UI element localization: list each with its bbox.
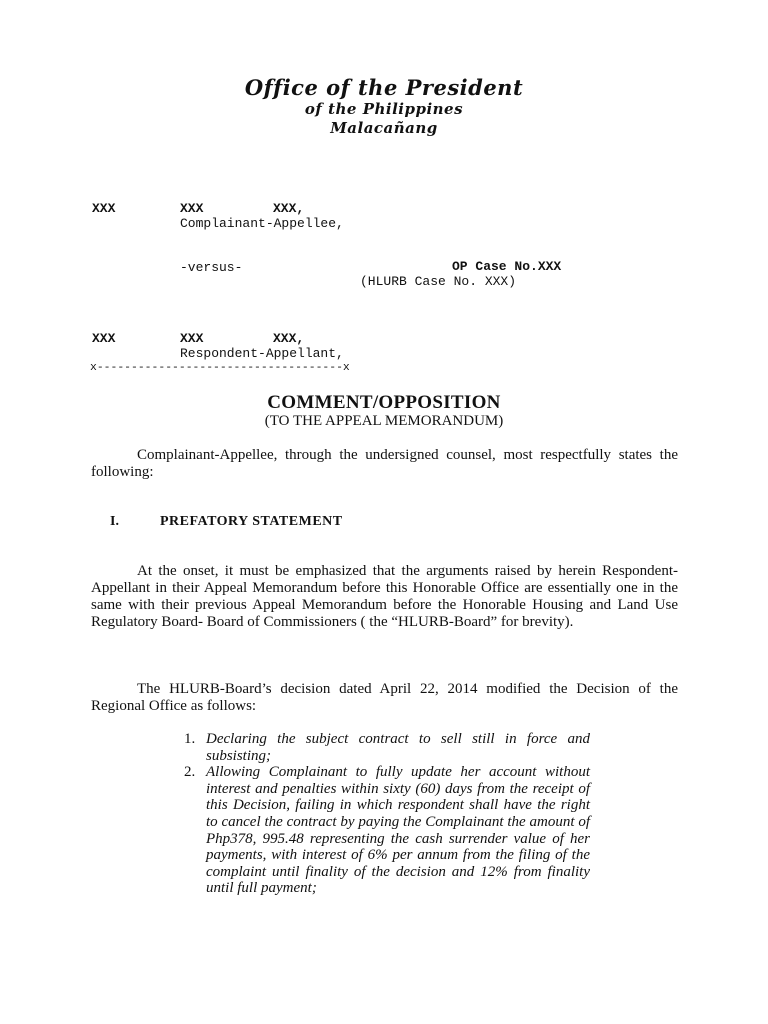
complainant-name-3: XXX, — [273, 201, 305, 216]
list-item — [184, 764, 590, 897]
op-case-number — [452, 259, 561, 274]
document-subtitle: (TO THE APPEAL MEMORANDUM) — [264, 413, 504, 429]
complainant-name-1: XXX — [92, 201, 116, 216]
respondent-name-1: XXX — [92, 331, 116, 346]
list-item — [184, 731, 590, 764]
respondent-name-3: XXX, — [273, 331, 305, 346]
respondent-role: Respondent-Appellant, — [180, 346, 344, 361]
versus-label: -versus- — [180, 260, 243, 275]
respondent-name-2: XXX — [180, 331, 204, 346]
list-item-number: 2. — [184, 764, 196, 781]
list-item-number: 1. — [184, 731, 196, 747]
document-title: COMMENT/OPPOSITION — [267, 392, 501, 413]
intro-paragraph: Complainant-Appellee, through the undersigned counsel, most respectfully states the following: — [91, 447, 678, 480]
op-case-label: OP Case No. — [452, 259, 538, 274]
caption-divider: x------------------------------------x — [90, 362, 350, 374]
list-item-text: Allowing Complainant to fully update her account without interest and penalties within sixty (60) days from the receipt of this Decision, failing in which respondent shall have the right to cancel the contract by paying the Complainant the amount of Php378, 995.48 representing the cash surrender value of her payments, with interest of 6% per annum from the filing of the complaint until finality of the decision and 12% from finality until full payment; — [206, 764, 590, 897]
office-title: Office of the President — [244, 75, 524, 100]
office-location: Malacañang — [330, 119, 438, 137]
section-number: I. — [110, 514, 119, 529]
op-case-value: XXX — [537, 259, 562, 274]
decision-paragraph: The HLURB-Board’s decision dated April 22, 2014 modified the Decision of the Regional Office as follows: — [91, 681, 678, 714]
complainant-name-2: XXX — [180, 201, 204, 216]
prefatory-paragraph: At the onset, it must be emphasized that the arguments raised by herein Respondent-Appellant in their Appeal Memorandum before this Honorable Office are essentially one in the same with their previous Appeal Memorandum before the Honorable Housing and Land Use Regulatory Board- Board of Commissioners ( the “HLURB-Board” for brevity). — [91, 563, 678, 630]
hlurb-case-number: (HLURB Case No. XXX) — [360, 274, 517, 289]
section-heading: PREFATORY STATEMENT — [160, 514, 343, 529]
complainant-role: Complainant-Appellee, — [180, 216, 344, 231]
decision-items-list — [184, 731, 590, 897]
list-item-text: Declaring the subject contract to sell still in force and subsisting; — [206, 731, 590, 764]
office-subtitle: of the Philippines — [304, 100, 464, 118]
